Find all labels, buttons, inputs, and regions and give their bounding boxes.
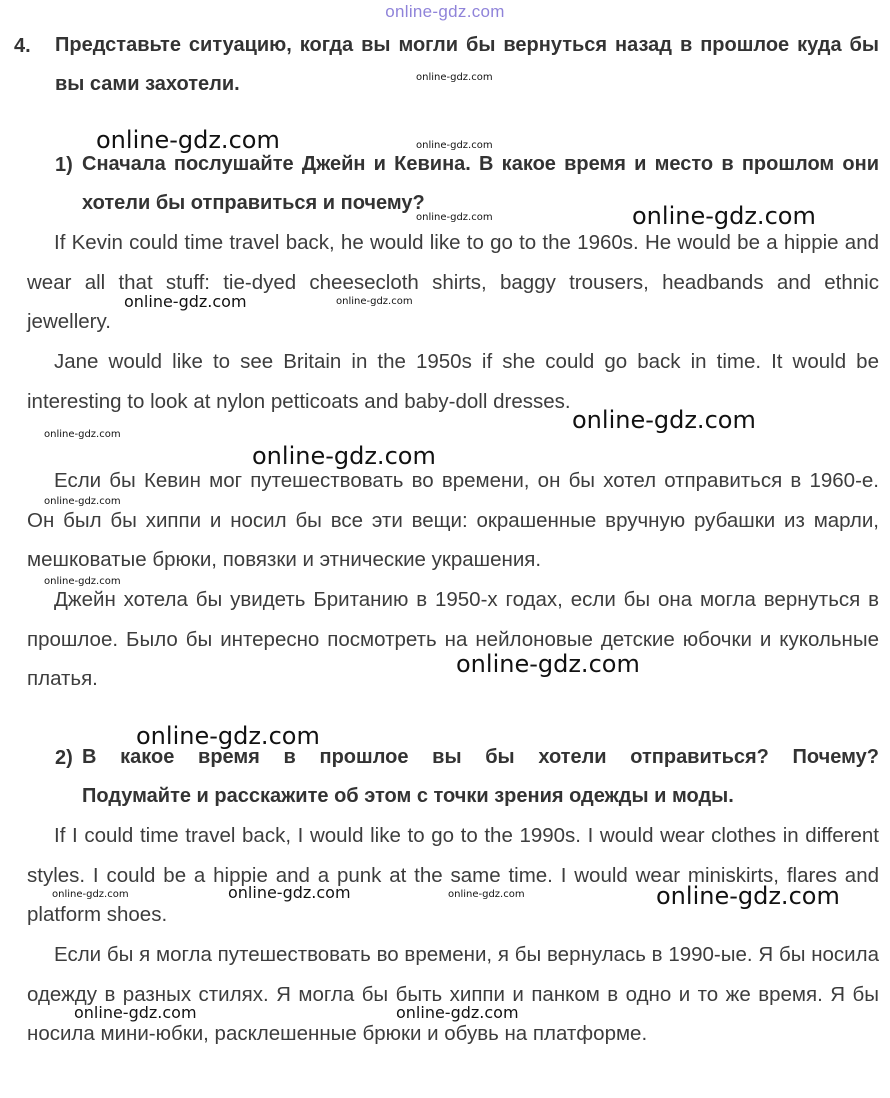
watermark: online-gdz.com — [44, 429, 121, 440]
watermark: online-gdz.com — [136, 722, 320, 750]
task-number: 4. — [14, 35, 31, 57]
watermark: online-gdz.com — [656, 882, 840, 910]
watermark: online-gdz.com — [396, 1003, 519, 1022]
watermark: online-gdz.com — [416, 212, 493, 223]
watermark: online-gdz.com — [96, 126, 280, 154]
part1-question: Сначала послушайте Джейн и Кевина. В какое время и место в прошлом они хотели бы отправиться и почему? — [82, 153, 879, 214]
part2-answer-ru: Если бы я могла путешествовать во времени, я бы вернулась в 1990-ые. Я бы носила одежду в разных стилях. Я могла бы быть хиппи и панком в одно и то же время. Я бы носила мини-юбки, расклешенные брюки и обувь на платформе. — [27, 943, 879, 1045]
part1-answer-ru-jane: Джейн хотела бы увидеть Британию в 1950-х годах, если бы она могла вернуться в прошлое. Было бы интересно посмотреть на нейлоновые детские юбочки и кукольные платья. — [27, 588, 879, 690]
part1-number: 1) — [55, 154, 73, 176]
watermark: online-gdz.com — [456, 650, 640, 678]
part1-answer-en-jane: Jane would like to see Britain in the 1950s if she could go back in time. It would be interesting to look at nylon petticoats and baby-doll dresses. — [27, 350, 879, 413]
watermark: online-gdz.com — [252, 442, 436, 470]
watermark: online-gdz.com — [416, 72, 493, 83]
watermark: online-gdz.com — [632, 202, 816, 230]
watermark: online-gdz.com — [44, 576, 121, 587]
watermark: online-gdz.com — [448, 889, 525, 900]
task-heading: Представьте ситуацию, когда вы могли бы вернуться назад в прошлое куда бы вы сами захотели. — [55, 34, 879, 95]
watermark: online-gdz.com — [124, 292, 247, 311]
watermark: online-gdz.com — [416, 140, 493, 151]
watermark: online-gdz.com — [336, 296, 413, 307]
watermark: online-gdz.com — [52, 889, 129, 900]
watermark: online-gdz.com — [44, 496, 121, 507]
part1-answer-ru-kevin: Если бы Кевин мог путешествовать во времени, он бы хотел отправиться в 1960-е. Он был бы хиппи и носил бы все эти вещи: окрашенные вручную рубашки из марли, мешковатые брюки, повязки и этнические украшения. — [27, 469, 879, 571]
part2-question-line1: В какое время в прошлое вы бы хотели отправиться? Почему? — [82, 746, 879, 768]
header-watermark: online-gdz.com — [385, 2, 505, 21]
watermark: online-gdz.com — [228, 883, 351, 902]
part1-answer-en-kevin: If Kevin could time travel back, he would like to go to the 1960s. He would be a hippie and wear all that stuff: tie-dyed cheesecloth shirts, baggy trousers, headbands and ethnic jewellery. — [27, 231, 879, 333]
watermark: online-gdz.com — [74, 1003, 197, 1022]
part2-number: 2) — [55, 747, 73, 769]
part2-answer-en: If I could time travel back, I would like to go to the 1990s. I would wear clothes in different styles. I could be a hippie and a punk at the same time. I would wear miniskirts, flares and platform shoes. — [27, 824, 879, 926]
watermark: online-gdz.com — [572, 406, 756, 434]
part2-question-line2: Подумайте и расскажите об этом с точки зрения одежды и моды. — [82, 785, 734, 807]
